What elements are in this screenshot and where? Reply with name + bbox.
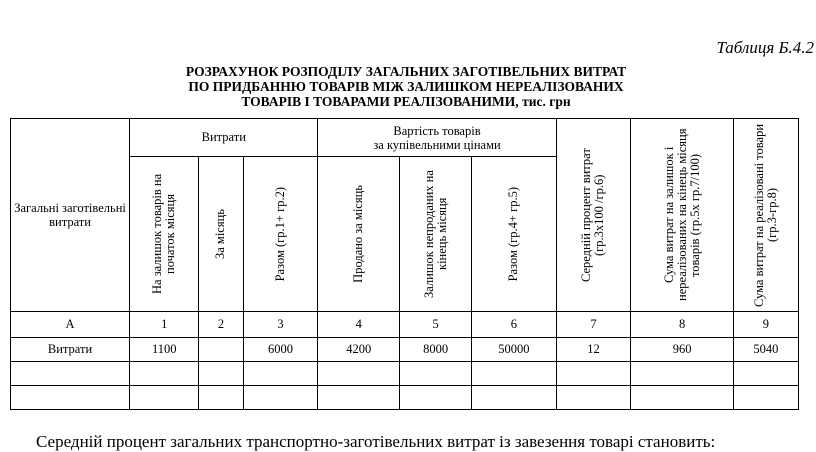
bottom-paragraph: Середній процент загальних транспортно-заготівельних витрат із завезення товарі становить: xyxy=(36,432,716,451)
header-col-1 xyxy=(130,157,199,312)
number-cell: 6 xyxy=(472,312,556,338)
header-col-1-text: На залишок товарів на початок місяця xyxy=(150,173,178,295)
calculation-table xyxy=(10,118,799,410)
header-col-9-text: Сума витрат на реалізовані товари (гр.3-гр.8) xyxy=(751,123,779,307)
empty-cell xyxy=(243,386,318,410)
header-col-3 xyxy=(243,157,318,312)
number-cell: 9 xyxy=(733,312,798,338)
data-cell: 8000 xyxy=(400,338,472,362)
header-group-value xyxy=(318,119,556,157)
title-line-2: ПО ПРИДБАННЮ ТОВАРІВ МІЖ ЗАЛИШКОМ НЕРЕАЛІЗОВАНИХ xyxy=(188,79,624,94)
header-col-2 xyxy=(199,157,243,312)
header-col-8 xyxy=(631,119,733,312)
empty-cell xyxy=(631,362,733,386)
number-cell: 3 xyxy=(243,312,318,338)
header-col-4-text: Продано за місяць xyxy=(351,185,366,283)
empty-cell xyxy=(130,362,199,386)
header-col-3-wrap xyxy=(244,157,318,311)
number-cell: 1 xyxy=(130,312,199,338)
data-cell: 12 xyxy=(556,338,631,362)
header-col-7 xyxy=(556,119,631,312)
data-cell: 960 xyxy=(631,338,733,362)
data-row xyxy=(11,338,799,362)
header-col-6-text: Разом (гр.4+ гр.5) xyxy=(506,186,521,282)
data-cell: 1100 xyxy=(130,338,199,362)
table-title xyxy=(150,64,662,109)
empty-cell xyxy=(556,362,631,386)
empty-cell xyxy=(400,362,472,386)
header-col-9 xyxy=(733,119,798,312)
header-col-5 xyxy=(400,157,472,312)
data-cell: 4200 xyxy=(318,338,400,362)
empty-cell xyxy=(733,386,798,410)
header-col-4-wrap xyxy=(318,157,399,311)
header-general-costs-text: Загальні заготівельні витрати xyxy=(14,201,126,229)
header-group-value-line-1: Вартість товарів xyxy=(393,123,481,138)
header-group-costs xyxy=(130,119,318,157)
empty-cell xyxy=(400,386,472,410)
header-col-5-wrap xyxy=(400,157,471,311)
number-cell: 2 xyxy=(199,312,243,338)
empty-cell xyxy=(130,386,199,410)
empty-cell xyxy=(733,362,798,386)
empty-cell xyxy=(631,386,733,410)
empty-cell xyxy=(472,362,556,386)
title-line-3-text: ТОВАРІВ І ТОВАРАМИ РЕАЛІЗОВАНИМИ, xyxy=(241,94,519,109)
header-row-groups xyxy=(11,119,799,157)
header-col-3-text: Разом (гр.1+ гр.2) xyxy=(273,186,288,282)
header-col-2-wrap xyxy=(199,157,242,311)
header-group-costs-text: Витрати xyxy=(201,130,246,144)
empty-cell xyxy=(318,386,400,410)
table-label: Таблиця Б.4.2 xyxy=(716,38,814,57)
header-group-value-line-2: за купівельними цінами xyxy=(373,137,501,152)
header-col-9-wrap xyxy=(734,120,798,310)
data-cell-label: Витрати xyxy=(11,338,130,362)
empty-cell xyxy=(199,386,243,410)
header-col-2-text: За місяць xyxy=(213,208,228,259)
header-general-costs xyxy=(11,119,130,312)
data-cell: 6000 xyxy=(243,338,318,362)
title-line-1: РОЗРАХУНОК РОЗПОДІЛУ ЗАГАЛЬНИХ ЗАГОТІВЕЛЬНИХ ВИТРАТ xyxy=(185,64,627,79)
number-cell: 7 xyxy=(556,312,631,338)
data-cell: 5040 xyxy=(733,338,798,362)
empty-row xyxy=(11,386,799,410)
number-cell: 8 xyxy=(631,312,733,338)
header-col-7-text: Середній процент витрат (гр.3х100 /гр.6) xyxy=(579,148,607,282)
header-col-4 xyxy=(318,157,400,312)
header-col-6 xyxy=(472,157,556,312)
header-col-8-wrap xyxy=(631,120,732,310)
title-unit: тис. грн xyxy=(522,94,571,109)
empty-cell xyxy=(11,386,130,410)
data-cell xyxy=(199,338,243,362)
empty-cell xyxy=(318,362,400,386)
number-cell: 5 xyxy=(400,312,472,338)
number-cell: А xyxy=(11,312,130,338)
header-col-8-text: Сума витрат на залишок і нереалізованих на кінець місяця товарів (гр.5х гр.7/100) xyxy=(661,128,702,302)
header-col-5-text: Залишок непроданих на кінець місяця xyxy=(421,170,449,298)
empty-cell xyxy=(199,362,243,386)
empty-row xyxy=(11,362,799,386)
number-row xyxy=(11,312,799,338)
data-cell: 50000 xyxy=(472,338,556,362)
title-line-3 xyxy=(150,94,662,109)
header-col-6-wrap xyxy=(472,157,555,311)
header-col-7-wrap xyxy=(557,120,631,310)
empty-cell xyxy=(556,386,631,410)
empty-cell xyxy=(472,386,556,410)
header-col-1-wrap xyxy=(130,157,198,311)
number-cell: 4 xyxy=(318,312,400,338)
empty-cell xyxy=(11,362,130,386)
empty-cell xyxy=(243,362,318,386)
